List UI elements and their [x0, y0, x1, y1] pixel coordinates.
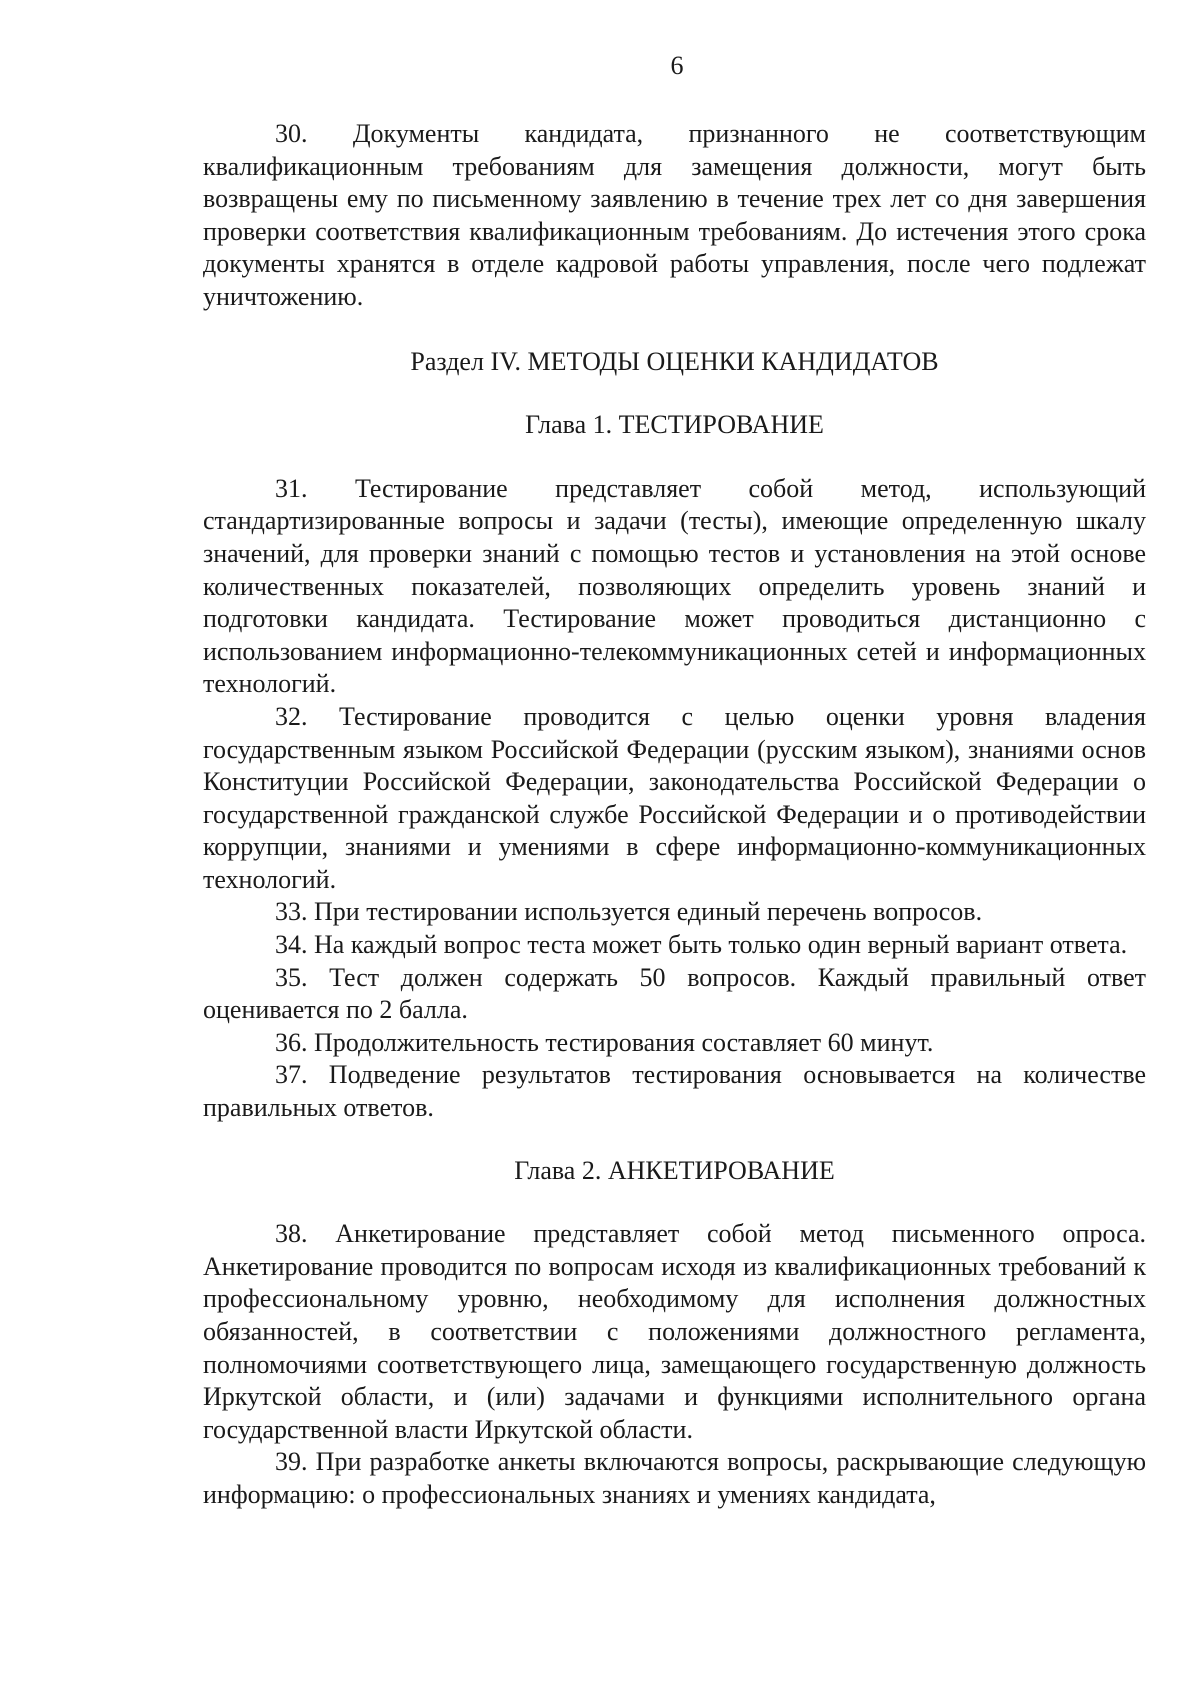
document-body	[203, 118, 1146, 1512]
chapter-heading-2: Глава 2. АНКЕТИРОВАНИЕ	[514, 1155, 835, 1185]
paragraph-30: 30. Документы кандидата, признанного не соответствующим квалификационным требованиям для замещения должности, могут быть возвращены ему по письменному заявлению в течение трех лет со дня завершения проверки соответствия квалификационным требованиям. До истечения этого срока документы хранятся в отделе кадровой работы управления, после чего подлежат уничтожению.	[203, 119, 1146, 311]
paragraph-34: 34. На каждый вопрос теста может быть только один верный вариант ответа.	[275, 930, 1128, 960]
paragraph-37: 37. Подведение результатов тестирования основывается на количестве правильных ответов.	[203, 1060, 1146, 1123]
chapter-heading-1: Глава 1. ТЕСТИРОВАНИЕ	[525, 410, 824, 440]
page-number: 6	[670, 51, 684, 80]
paragraph-33: 33. При тестировании используется единый перечень вопросов.	[275, 897, 983, 927]
paragraph-31: 31. Тестирование представляет собой метод, использующий стандартизированные вопросы и задачи (тесты), имеющие определенную шкалу значений, для проверки знаний с помощью тестов и установления на этой основе количественных показателей, позволяющих определить уровень знаний и подготовки кандидата. Тестирование может проводиться дистанционно с использованием информационно-телекоммуникационных сетей и информационных технологий.	[203, 473, 1146, 699]
paragraph-39: 39. При разработке анкеты включаются вопросы, раскрывающие следующую информацию: о профессиональных знаниях и умениях кандидата,	[203, 1447, 1146, 1509]
section-heading: Раздел IV. МЕТОДЫ ОЦЕНКИ КАНДИДАТОВ	[410, 346, 939, 376]
paragraph-36: 36. Продолжительность тестирования составляет 60 минут.	[275, 1027, 934, 1057]
paragraph-38: 38. Анкетирование представляет собой метод письменного опроса. Анкетирование проводится по вопросам исходя из квалификационных требований к профессиональному уровню, необходимому для исполнения должностных обязанностей, в соответствии с положениями должностного регламента, полномочиями соответствующего лица, замещающего государственную должность Иркутской области, и (или) задачами и функциями исполнительного органа государственной власти Иркутской области.	[203, 1219, 1146, 1444]
paragraph-32: 32. Тестирование проводится с целью оценки уровня владения государственным языком Российской Федерации (русским языком), знаниями основ Конституции Российской Федерации, законодательства Российской Федерации о государственной гражданской службе Российской Федерации и о противодействии коррупции, знаниями и умениями в сфере информационно-коммуникационных технологий.	[203, 701, 1146, 894]
paragraph-35: 35. Тест должен содержать 50 вопросов. Каждый правильный ответ оценивается по 2 балла.	[203, 962, 1146, 1025]
